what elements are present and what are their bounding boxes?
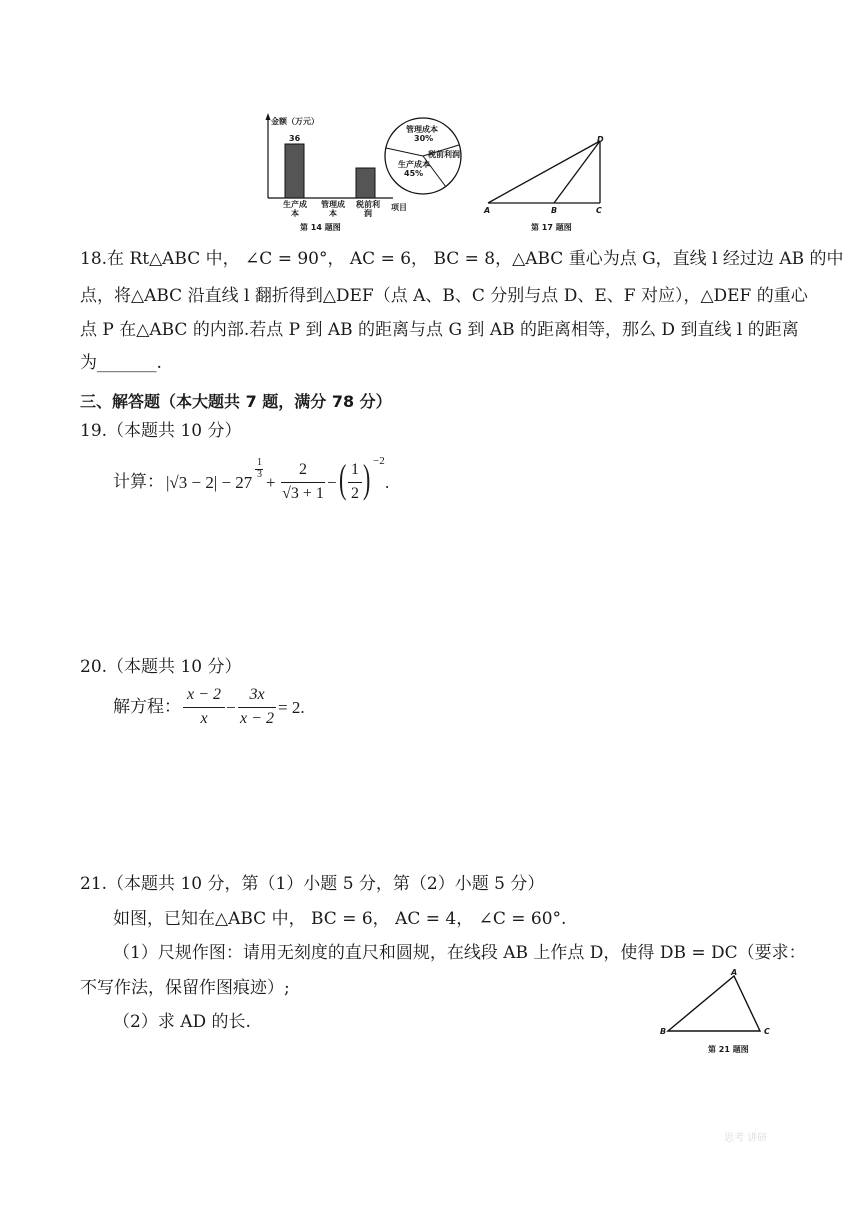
- fig21-point-label: A: [731, 968, 738, 977]
- q19-period: .: [385, 473, 390, 492]
- fig14-category-label: 管理成本: [321, 200, 345, 218]
- q19-paren-right: ): [363, 456, 371, 501]
- q18-line-3: 点 P 在△ABC 的内部.若点 P 到 AB 的距离与点 G 到 AB 的距离相等，那么 D 到直线 l 的距离: [80, 320, 799, 340]
- pie-label-management-pct: 30%: [414, 134, 434, 143]
- q20-minus: −: [226, 698, 236, 717]
- fig21-point-label: B: [660, 1027, 667, 1036]
- q19-minus: −: [327, 473, 337, 492]
- fig14-caption: 第 14 题图: [300, 223, 341, 232]
- q18-line-4: 为_______.: [80, 353, 162, 373]
- q19-plus: +: [266, 473, 276, 492]
- fig21-caption: 第 21 题图: [708, 1045, 749, 1054]
- q19-half-den: 2: [351, 485, 359, 502]
- pie-label-production: 生产成本: [398, 160, 430, 169]
- q19-paren-left: (: [339, 456, 347, 501]
- q19-exponent-num: 1: [257, 457, 262, 468]
- q21-part2: （2）求 AD 的长.: [113, 1012, 251, 1032]
- pie-label-profit: 税前利润: [428, 150, 460, 159]
- q20-header: 20.（本题共 10 分）: [80, 657, 242, 677]
- fig14-y-axis-label: 金额（万元）: [271, 117, 319, 126]
- pie-label-management: 管理成本: [406, 125, 438, 134]
- figure-21: [660, 968, 770, 1038]
- fig14-x-axis-label: 项目: [391, 203, 407, 212]
- q19-exponent-den: 3: [257, 469, 262, 480]
- fig21-point-label: C: [764, 1027, 770, 1036]
- q20-f1-num: x − 2: [187, 686, 221, 703]
- q19-abs-expression: |√3 − 2| − 27: [166, 473, 253, 492]
- q21-header: 21.（本题共 10 分，第（1）小题 5 分，第（2）小题 5 分）: [80, 874, 545, 894]
- q20-fraction-1: [183, 686, 225, 730]
- watermark: 思考 讲研: [724, 1133, 768, 1144]
- q19-power: −2: [373, 455, 385, 467]
- fig14-category-label: 生产成本: [283, 200, 307, 218]
- fig17-point-label: C: [596, 206, 602, 215]
- q20-f2-den: x − 2: [240, 710, 274, 727]
- fig14-category-label: 税前利润: [356, 200, 380, 218]
- q20-prompt: 解方程：: [113, 697, 181, 717]
- q19-header: 19.（本题共 10 分）: [80, 421, 242, 441]
- fig17-caption: 第 17 题图: [531, 223, 572, 232]
- fig17-point-label: A: [484, 206, 491, 215]
- q19-half-num: 1: [351, 461, 359, 478]
- q20-f1-den: x: [200, 710, 208, 727]
- q18-line-1: 18.在 Rt△ABC 中， ∠C = 90°， AC = 6， BC = 8，△ABC 重心为点 G，直线 l 经过边 AB 的中: [80, 249, 844, 269]
- q21-part1-line2: 不写作法，保留作图痕迹）;: [80, 978, 290, 998]
- fig17-point-label: B: [551, 206, 558, 215]
- q19-fraction-den: √3 + 1: [282, 485, 324, 502]
- fig14-bar-value-label: 36: [289, 134, 301, 143]
- q20-f2-num: 3x: [249, 686, 265, 703]
- bar-production: [285, 144, 304, 198]
- bar-profit: [356, 168, 375, 198]
- section-title: 三、解答题（本大题共 7 题，满分 78 分）: [80, 392, 392, 411]
- q19-fraction: [281, 461, 325, 505]
- q19-fraction-num: 2: [299, 461, 307, 478]
- pie-label-production-pct: 45%: [404, 169, 424, 178]
- fig17-point-label: D: [597, 135, 604, 144]
- figure-17: [480, 135, 610, 215]
- q18-line-2: 点，将△ABC 沿直线 l 翻折得到△DEF（点 A、B、C 分别与点 D、E、F 对应），△DEF 的重心: [80, 286, 808, 306]
- q20-rhs: = 2.: [278, 698, 305, 717]
- q19-half: [348, 461, 362, 505]
- q20-fraction-2: [238, 686, 276, 730]
- q21-given: 如图，已知在△ABC 中， BC = 6， AC = 4， ∠C = 60°.: [113, 909, 567, 929]
- q21-part1-line1: （1）尺规作图：请用无刻度的直尺和圆规，在线段 AB 上作点 D，使得 DB = DC（要求：: [113, 943, 806, 963]
- q19-prompt: 计算：: [113, 472, 164, 492]
